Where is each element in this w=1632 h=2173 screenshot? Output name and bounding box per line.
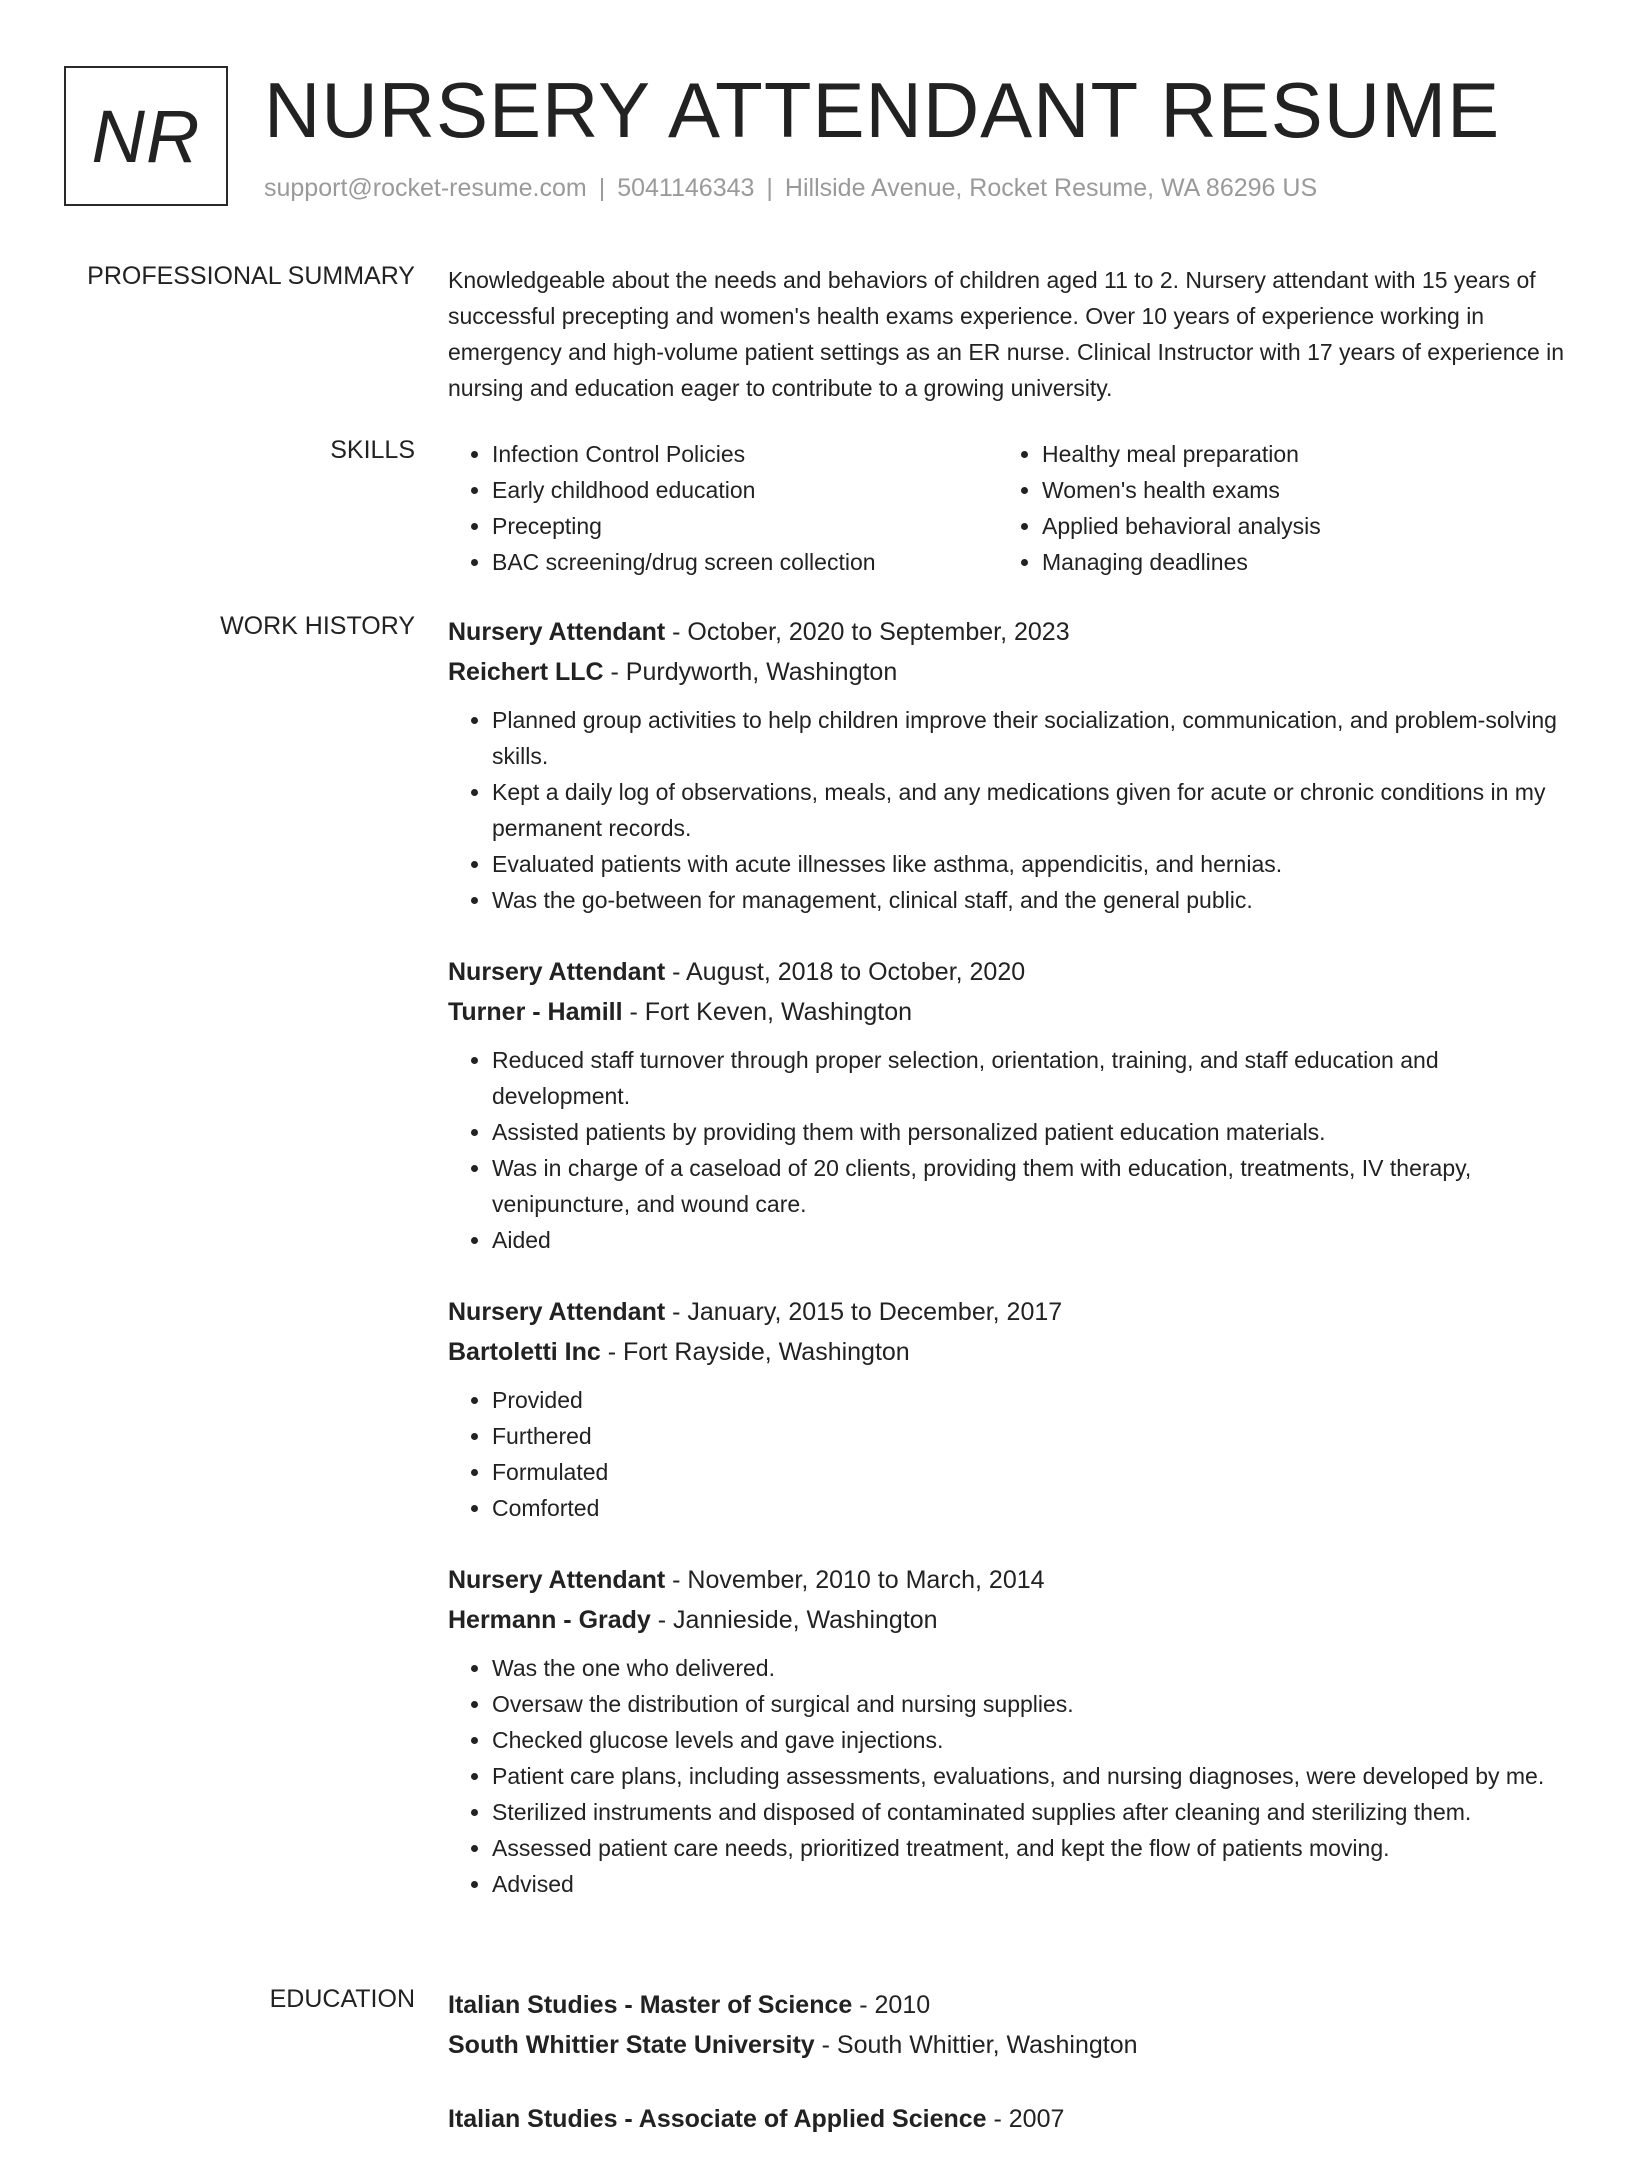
- skill-item: • Managing deadlines: [1042, 544, 1548, 580]
- jobs-list: [448, 612, 1572, 1936]
- list-item: • Comforted: [492, 1490, 1572, 1526]
- education-entry: [448, 1985, 1572, 2065]
- job-dates: - August, 2018 to October, 2020: [665, 958, 1026, 986]
- list-item: • Was in charge of a caseload of 20 clients, providing them with education, treatments, IV therapy, venipuncture, and wound care.: [492, 1150, 1572, 1222]
- job-dates: - January, 2015 to December, 2017: [665, 1298, 1063, 1326]
- job-title-line: [448, 952, 1572, 992]
- education-school-line: [448, 2025, 1572, 2065]
- job-title: Nursery Attendant: [448, 1566, 666, 1594]
- job-entry: [448, 612, 1572, 918]
- job-company-line: [448, 1600, 1572, 1640]
- education-degree: Italian Studies - Associate of Applied Science: [448, 2105, 987, 2133]
- education-year: - 2010: [852, 1991, 931, 2019]
- education-degree: Italian Studies - Master of Science: [448, 1991, 853, 2019]
- skills-column-right: [998, 436, 1548, 580]
- job-company: Hermann - Grady: [448, 1606, 651, 1634]
- contact-separator: |: [598, 174, 606, 202]
- job-bullets: [448, 702, 1572, 918]
- job-title-line: [448, 1560, 1572, 1600]
- education-list: [448, 1985, 1572, 2173]
- list-item: • Was the go-between for management, clinical staff, and the general public.: [492, 882, 1572, 918]
- summary-text: Knowledgeable about the needs and behaviors of children aged 11 to 2. Nursery attendant with 15 years of successful precepting and women's health exams experience. Over 10 years of experience working in emergency and high-volume patient settings as an ER nurse. Clinical Instructor with 17 years of experience in nursing and education eager to contribute to a growing university.: [448, 267, 1565, 401]
- job-dates: - November, 2010 to March, 2014: [665, 1566, 1045, 1594]
- job-location: - Fort Keven, Washington: [622, 998, 913, 1026]
- page-title: NURSERY ATTENDANT RESUME: [264, 66, 1501, 154]
- education-year: - 2007: [986, 2105, 1065, 2133]
- skill-item: • BAC screening/drug screen collection: [492, 544, 998, 580]
- education-degree-line: [448, 1985, 1572, 2025]
- list-item: • Oversaw the distribution of surgical and nursing supplies.: [492, 1686, 1572, 1722]
- section-label-work-history: WORK HISTORY: [220, 612, 415, 640]
- skills-list: [448, 436, 1572, 580]
- job-location: - Jannieside, Washington: [650, 1606, 938, 1634]
- job-title: Nursery Attendant: [448, 618, 666, 646]
- job-entry: [448, 1560, 1572, 1902]
- job-company: Bartoletti Inc: [448, 1338, 601, 1366]
- list-item: • Sterilized instruments and disposed of contaminated supplies after cleaning and sterilizing them.: [492, 1794, 1572, 1830]
- list-item: • Furthered: [492, 1418, 1572, 1454]
- skill-item: • Early childhood education: [492, 472, 998, 508]
- resume-header: [64, 64, 1584, 214]
- skill-item: • Applied behavioral analysis: [1042, 508, 1548, 544]
- contact-address: Hillside Avenue, Rocket Resume, WA 86296 US: [784, 174, 1318, 202]
- job-company: Turner - Hamill: [448, 998, 623, 1026]
- job-bullets: [448, 1650, 1572, 1902]
- education-location: - South Whittier, Washington: [814, 2031, 1138, 2059]
- job-company-line: [448, 992, 1572, 1032]
- list-item: • Formulated: [492, 1454, 1572, 1490]
- list-item: • Was the one who delivered.: [492, 1650, 1572, 1686]
- section-label-education: EDUCATION: [269, 1985, 415, 2013]
- list-item: • Checked glucose levels and gave injections.: [492, 1722, 1572, 1758]
- job-company-line: [448, 652, 1572, 692]
- job-bullets: [448, 1382, 1572, 1526]
- job-title-line: [448, 1292, 1572, 1332]
- job-location: - Fort Rayside, Washington: [600, 1338, 910, 1366]
- job-company-line: [448, 1332, 1572, 1372]
- job-location: - Purdyworth, Washington: [603, 658, 898, 686]
- job-title: Nursery Attendant: [448, 1298, 666, 1326]
- list-item: • Reduced staff turnover through proper selection, orientation, training, and staff education and development.: [492, 1042, 1572, 1114]
- list-item: • Aided: [492, 1222, 1572, 1258]
- contact-phone[interactable]: 5041146343: [617, 174, 755, 202]
- list-item: • Kept a daily log of observations, meals, and any medications given for acute or chronic conditions in my permanent records.: [492, 774, 1572, 846]
- skill-item: • Women's health exams: [1042, 472, 1548, 508]
- skill-item: • Infection Control Policies: [492, 436, 998, 472]
- skill-item: • Precepting: [492, 508, 998, 544]
- list-item: • Advised: [492, 1866, 1572, 1902]
- job-bullets: [448, 1042, 1572, 1258]
- section-label-summary: PROFESSIONAL SUMMARY: [87, 262, 415, 290]
- job-title-line: [448, 612, 1572, 652]
- monogram: NR: [64, 66, 228, 206]
- job-company: Reichert LLC: [448, 658, 604, 686]
- job-entry: [448, 1292, 1572, 1526]
- list-item: • Patient care plans, including assessments, evaluations, and nursing diagnoses, were developed by me.: [492, 1758, 1572, 1794]
- education-degree-line: [448, 2099, 1572, 2139]
- list-item: • Evaluated patients with acute illnesses like asthma, appendicitis, and hernias.: [492, 846, 1572, 882]
- job-dates: - October, 2020 to September, 2023: [665, 618, 1070, 646]
- contact-line: [264, 174, 1317, 203]
- job-entry: [448, 952, 1572, 1258]
- education-school: South Whittier State University: [448, 2031, 815, 2059]
- list-item: • Provided: [492, 1382, 1572, 1418]
- list-item: • Planned group activities to help children improve their socialization, communication, and problem-solving skills.: [492, 702, 1572, 774]
- contact-separator: |: [766, 174, 773, 202]
- section-label-skills: SKILLS: [330, 436, 415, 464]
- contact-email[interactable]: support@rocket-resume.com: [264, 174, 587, 202]
- education-entry: [448, 2099, 1572, 2139]
- skills-column-left: [448, 436, 998, 580]
- job-title: Nursery Attendant: [448, 958, 666, 986]
- list-item: • Assisted patients by providing them with personalized patient education materials.: [492, 1114, 1572, 1150]
- list-item: • Assessed patient care needs, prioritized treatment, and kept the flow of patients moving.: [492, 1830, 1572, 1866]
- skill-item: • Healthy meal preparation: [1042, 436, 1548, 472]
